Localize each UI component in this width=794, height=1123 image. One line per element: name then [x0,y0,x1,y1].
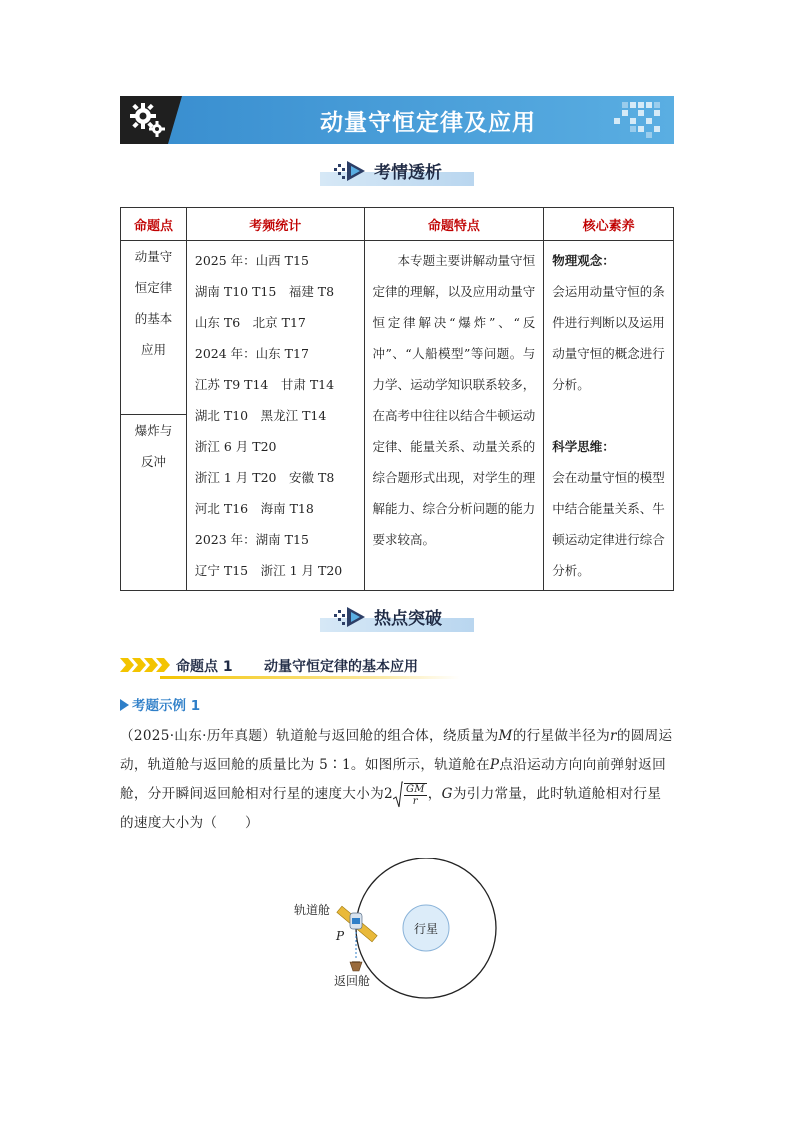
variable-r: r [610,728,617,744]
fraction-denominator: r [412,795,418,807]
capsule-label: 返回舱 [334,974,371,988]
literacy-heading: 物理观念： [552,253,615,268]
problem-segment: 的圆周运动，轨道舱与返回舱的质量比为 5∶1。如图所示，轨道舱在 [120,728,673,773]
topic-point-cell: 爆炸与反冲 [121,414,187,590]
frequency-line: 浙江 6 月 T20 [194,439,277,454]
fraction-numerator: GM [405,783,425,795]
formula-fraction [404,783,427,807]
problem-segment: 为引力常量，此时轨道舱相对行星的速度大小为（ ） [120,786,662,831]
section-title: 考情透析 [374,163,442,183]
variable-M: M [498,728,513,744]
gear-icon [128,100,168,140]
decorative-squares-icon [608,100,668,140]
frequency-cell [186,241,364,591]
problem-segment: 点沿运动方向向前弹射返回舱，分开瞬间返回舱相对行星的速度大小为 [120,757,667,802]
variable-G: G [441,786,453,802]
literacy-text: 会在动量守恒的模型中结合能量关系、牛顿运动定律进行综合分析。 [552,470,665,578]
point-label: P [336,929,345,943]
sqrt-sign-icon [393,781,403,809]
triangle-icon [120,699,129,711]
frequency-line: 浙江 1 月 T20 安徽 T8 [194,470,335,485]
page-title: 动量守恒定律及应用 [320,110,536,136]
topic-label: 命题点 1 [176,659,233,675]
section-title: 热点突破 [374,609,442,629]
frequency-line: 辽宁 T15 浙江 1 月 T20 [194,563,343,578]
section-header-hotspots [320,604,476,634]
topic-title: 动量守恒定律的基本应用 [264,659,418,675]
problem-text [120,722,674,838]
title-banner [120,96,674,144]
topic-header [120,654,674,680]
topic-underline [160,676,460,679]
table-header: 命题特点 [364,208,544,241]
section-header-analysis [320,158,476,188]
frequency-line: 2023 年：湖南 T15 [194,532,309,547]
literacy-cell [544,241,674,591]
problem-segment: （2025·山东·历年真题）轨道舱与返回舱的组合体，绕质量为 [120,728,499,744]
variable-P: P [489,757,500,773]
problem-segment: ， [427,786,442,802]
example-label: 考题示例 1 [132,698,201,714]
chevrons-icon [120,656,174,674]
table-header: 命题点 [121,208,187,241]
literacy-heading: 科学思维： [552,439,615,454]
frequency-line: 2025 年：山西 T15 [194,253,309,268]
planet-label: 行星 [413,922,439,936]
example-header [120,694,200,714]
orbit-diagram [290,858,520,1008]
table-header-row [121,208,674,241]
features-text: 本专题主要讲解动量守恒定律的理解，以及应用动量守恒定律解决“爆炸”、“反冲”、“人船模型”等问题。与力学、运动学知识联系较多，在高考中往往以结合牛顿运动定律、能量关系、动量关系的综合题形式出现，对学生的理解能力、综合分析问题的能力要求较高。 [372,253,536,547]
problem-segment: 的行星做半径为 [512,728,610,744]
table-header: 核心素养 [544,208,674,241]
frequency-line: 河北 T16 海南 T18 [194,501,314,516]
play-arrow-icon [332,604,372,632]
frequency-line: 2024 年：山东 T17 [194,346,309,361]
orbiter-label: 轨道舱 [294,903,331,917]
exam-analysis-table [120,207,674,591]
formula-coefficient: 2 [383,786,393,802]
literacy-text: 会运用动量守恒的条件进行判断以及运用动量守恒的概念进行分析。 [552,284,665,392]
frequency-line: 湖北 T10 黑龙江 T14 [194,408,327,423]
table-header: 考频统计 [186,208,364,241]
topic-point-cell: 动量守恒定律的基本应用 [121,241,187,415]
frequency-line: 山东 T6 北京 T17 [194,315,306,330]
play-arrow-icon [332,158,372,186]
features-cell [364,241,544,591]
table-row [121,241,674,415]
frequency-line: 江苏 T9 T14 甘肃 T14 [194,377,335,392]
capsule-icon [350,962,362,971]
frequency-line: 湖南 T10 T15 福建 T8 [194,284,335,299]
